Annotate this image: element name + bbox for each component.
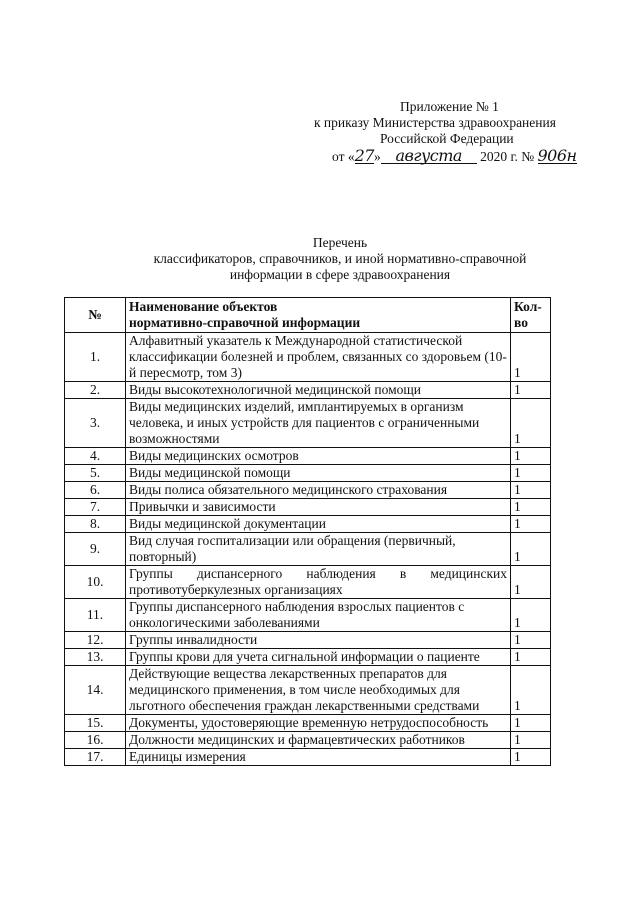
row-name: Виды медицинских изделий, имплантируемых в организм человека, и иных устройств для пациентов с ограниченными возможностями (126, 399, 511, 448)
row-quantity: 1 (511, 649, 551, 666)
header-qty-line-1: Кол- (514, 299, 542, 314)
date-day-handwritten: 27 (354, 146, 374, 165)
appendix-header (300, 99, 600, 165)
row-quantity: 1 (511, 599, 551, 632)
row-name: Виды медицинских осмотров (126, 448, 511, 465)
row-number: 10. (65, 566, 126, 599)
table-row (65, 516, 551, 533)
row-name: Вид случая госпитализации или обращения (первичный, повторный) (126, 533, 511, 566)
row-name: Алфавитный указатель к Международной статистической классификации болезней и проблем, связанных со здоровьем (10-й пересмотр, том 3) (126, 333, 511, 382)
header-name-line-2: нормативно-справочной информации (129, 315, 361, 330)
table-row (65, 749, 551, 766)
row-quantity: 1 (511, 666, 551, 715)
row-quantity: 1 (511, 382, 551, 399)
row-quantity: 1 (511, 333, 551, 382)
row-number: 12. (65, 632, 126, 649)
table-row (65, 533, 551, 566)
row-name: Виды медицинской помощи (126, 465, 511, 482)
table-row (65, 382, 551, 399)
header-number: № (65, 298, 126, 333)
table-header-row (65, 298, 551, 333)
table-row (65, 599, 551, 632)
row-quantity: 1 (511, 749, 551, 766)
row-quantity: 1 (511, 482, 551, 499)
row-number: 4. (65, 448, 126, 465)
row-name: Привычки и зависимости (126, 499, 511, 516)
row-name: Виды полиса обязательного медицинского страхования (126, 482, 511, 499)
row-number: 3. (65, 399, 126, 448)
date-mid: » (373, 149, 381, 164)
row-name: Документы, удостоверяющие временную нетрудоспособность (126, 715, 511, 732)
row-name: Единицы измерения (126, 749, 511, 766)
table-row (65, 732, 551, 749)
header-quantity (511, 298, 551, 333)
row-number: 15. (65, 715, 126, 732)
table-row (65, 448, 551, 465)
row-quantity: 1 (511, 465, 551, 482)
row-name: Группы крови для учета сигнальной информации о пациенте (126, 649, 511, 666)
title-line-3: информации в сфере здравоохранения (229, 267, 451, 282)
table-row (65, 715, 551, 732)
row-number: 17. (65, 749, 126, 766)
title-line-1: Перечень (312, 235, 368, 250)
table-row (65, 465, 551, 482)
row-quantity: 1 (511, 715, 551, 732)
header-qty-line-2: во (514, 315, 528, 330)
row-name: Должности медицинских и фармацевтических работников (126, 732, 511, 749)
date-year: 2020 г. № (480, 149, 535, 164)
table-row (65, 482, 551, 499)
appendix-date-line (300, 148, 600, 165)
title-line-2: классификаторов, справочников, и иной нормативно-справочной (153, 251, 527, 266)
row-number: 5. (65, 465, 126, 482)
header-name-line-1: Наименование объектов (129, 299, 278, 314)
row-number: 11. (65, 599, 126, 632)
row-number: 9. (65, 533, 126, 566)
row-quantity: 1 (511, 566, 551, 599)
classifiers-table (64, 297, 551, 766)
date-month-handwritten: августа (381, 148, 477, 164)
header-name (126, 298, 511, 333)
document-title (110, 235, 570, 283)
table-row (65, 499, 551, 516)
row-name: Группы диспансерного наблюдения в медицинских противотуберкулезных организациях (126, 566, 511, 599)
row-name: Виды высокотехнологичной медицинской помощи (126, 382, 511, 399)
table-row (65, 666, 551, 715)
table-row (65, 632, 551, 649)
table-row (65, 566, 551, 599)
row-quantity: 1 (511, 499, 551, 516)
row-name: Группы инвалидности (126, 632, 511, 649)
row-number: 13. (65, 649, 126, 666)
row-number: 1. (65, 333, 126, 382)
appendix-order-ref: к приказу Министерства здравоохранения (314, 115, 556, 130)
row-quantity: 1 (511, 448, 551, 465)
appendix-number: Приложение № 1 (400, 99, 499, 114)
row-number: 16. (65, 732, 126, 749)
row-number: 7. (65, 499, 126, 516)
row-number: 6. (65, 482, 126, 499)
row-quantity: 1 (511, 516, 551, 533)
row-quantity: 1 (511, 732, 551, 749)
row-name: Действующие вещества лекарственных препаратов для медицинского применения, в том числе необходимых для льготного обеспечения граждан лекарственными средствами (126, 666, 511, 715)
row-quantity: 1 (511, 399, 551, 448)
table-row (65, 333, 551, 382)
table-row (65, 649, 551, 666)
row-number: 14. (65, 666, 126, 715)
order-number-handwritten: 906н (537, 146, 577, 165)
table-row (65, 399, 551, 448)
appendix-ministry: Российской Федерации (380, 131, 514, 146)
row-quantity: 1 (511, 632, 551, 649)
row-name: Виды медицинской документации (126, 516, 511, 533)
date-prefix: от « (332, 149, 355, 164)
row-number: 8. (65, 516, 126, 533)
row-number: 2. (65, 382, 126, 399)
row-name: Группы диспансерного наблюдения взрослых пациентов с онкологическими заболеваниями (126, 599, 511, 632)
row-quantity: 1 (511, 533, 551, 566)
